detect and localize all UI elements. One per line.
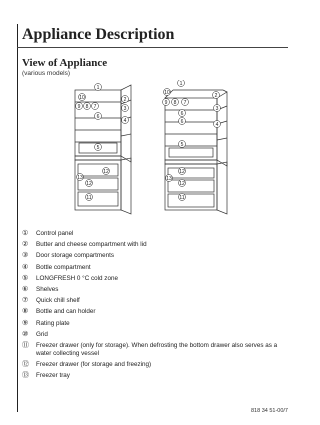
svg-text:1: 1 xyxy=(179,80,183,87)
legend-text: LONGFRESH 0 °C cold zone xyxy=(36,274,118,282)
svg-text:5: 5 xyxy=(180,141,184,148)
right-fridge-door xyxy=(214,92,227,166)
legend-text: Rating plate xyxy=(36,319,70,327)
svg-text:6: 6 xyxy=(96,113,100,120)
svg-text:13: 13 xyxy=(166,175,172,182)
appliance-illustration xyxy=(55,80,245,215)
legend-text: Bottle compartment xyxy=(36,263,91,271)
svg-text:1: 1 xyxy=(96,84,100,91)
document-code: 818 34 51-00/7 xyxy=(250,408,288,414)
legend-text: Freezer drawer (for storage and freezing) xyxy=(36,361,152,369)
svg-text:2: 2 xyxy=(214,92,218,99)
svg-text:7: 7 xyxy=(93,103,97,110)
right-coldzone xyxy=(169,148,213,157)
legend-item xyxy=(22,275,284,283)
section-title: View of Appliance xyxy=(22,57,108,69)
svg-text:12: 12 xyxy=(179,168,185,175)
legend-text: Freezer drawer (only for storage). When defrosting the bottom drawer also serves as a water collecting vessel xyxy=(36,341,278,357)
legend-text: Butter and cheese compartment with lid xyxy=(36,241,147,249)
svg-text:8: 8 xyxy=(85,103,89,110)
svg-text:3: 3 xyxy=(123,105,127,112)
legend-number: ⑧ xyxy=(22,308,29,316)
legend-number: ③ xyxy=(22,252,29,260)
legend-item xyxy=(22,372,284,380)
svg-text:11: 11 xyxy=(86,194,92,201)
legend-number: ⑥ xyxy=(22,285,29,293)
svg-text:8: 8 xyxy=(173,99,177,106)
svg-text:12: 12 xyxy=(103,168,109,175)
svg-text:9: 9 xyxy=(164,99,168,106)
svg-text:10: 10 xyxy=(164,89,170,96)
left-freezer-body xyxy=(75,160,121,210)
svg-text:12: 12 xyxy=(86,180,92,187)
svg-text:11: 11 xyxy=(179,194,185,201)
legend-number: ① xyxy=(22,230,29,237)
legend-item xyxy=(22,252,284,260)
legend-number: ⑫ xyxy=(22,361,29,369)
svg-text:12: 12 xyxy=(179,180,185,187)
legend-list xyxy=(22,230,284,383)
legend-item xyxy=(22,230,284,238)
legend-number: ⑤ xyxy=(22,274,29,282)
svg-text:6: 6 xyxy=(180,118,184,125)
svg-text:2: 2 xyxy=(123,96,127,103)
legend-text: Shelves xyxy=(36,285,59,293)
right-freezer-body xyxy=(165,164,217,210)
legend-number: ④ xyxy=(22,263,29,271)
legend-text: Freezer tray xyxy=(36,372,70,380)
legend-item xyxy=(22,342,284,358)
legend-item xyxy=(22,320,284,328)
svg-text:3: 3 xyxy=(215,105,219,112)
left-fridge-drawing xyxy=(75,85,131,214)
legend-number: ⑬ xyxy=(22,372,29,380)
svg-text:4: 4 xyxy=(215,121,219,128)
svg-text:9: 9 xyxy=(77,103,81,110)
svg-text:5: 5 xyxy=(96,144,100,151)
legend-item xyxy=(22,308,284,316)
page-title: Appliance Description xyxy=(22,26,175,43)
legend-text: Control panel xyxy=(36,230,74,237)
svg-text:13: 13 xyxy=(77,174,83,181)
svg-text:7: 7 xyxy=(183,99,187,106)
legend-text: Bottle and can holder xyxy=(36,308,96,316)
legend-item xyxy=(22,286,284,294)
title-rule xyxy=(17,47,288,48)
legend-text: Grid xyxy=(36,330,48,338)
legend-text: Door storage compartments xyxy=(36,252,115,260)
legend-item xyxy=(22,241,284,249)
legend-number: ⑩ xyxy=(22,330,29,338)
legend-item xyxy=(22,331,284,339)
legend-number: ② xyxy=(22,241,29,249)
legend-number: ⑪ xyxy=(22,341,29,349)
section-subtitle: (various models) xyxy=(22,70,71,77)
svg-text:6: 6 xyxy=(180,110,184,117)
legend-item xyxy=(22,297,284,305)
legend-item xyxy=(22,264,284,272)
svg-text:10: 10 xyxy=(79,94,85,101)
legend-number: ⑨ xyxy=(22,319,29,327)
svg-text:4: 4 xyxy=(123,117,127,124)
legend-number: ⑦ xyxy=(22,297,29,305)
left-margin-rule xyxy=(17,24,18,412)
right-fridge-body xyxy=(165,98,217,160)
legend-item xyxy=(22,361,284,369)
legend-text: Quick chill shelf xyxy=(36,297,80,305)
